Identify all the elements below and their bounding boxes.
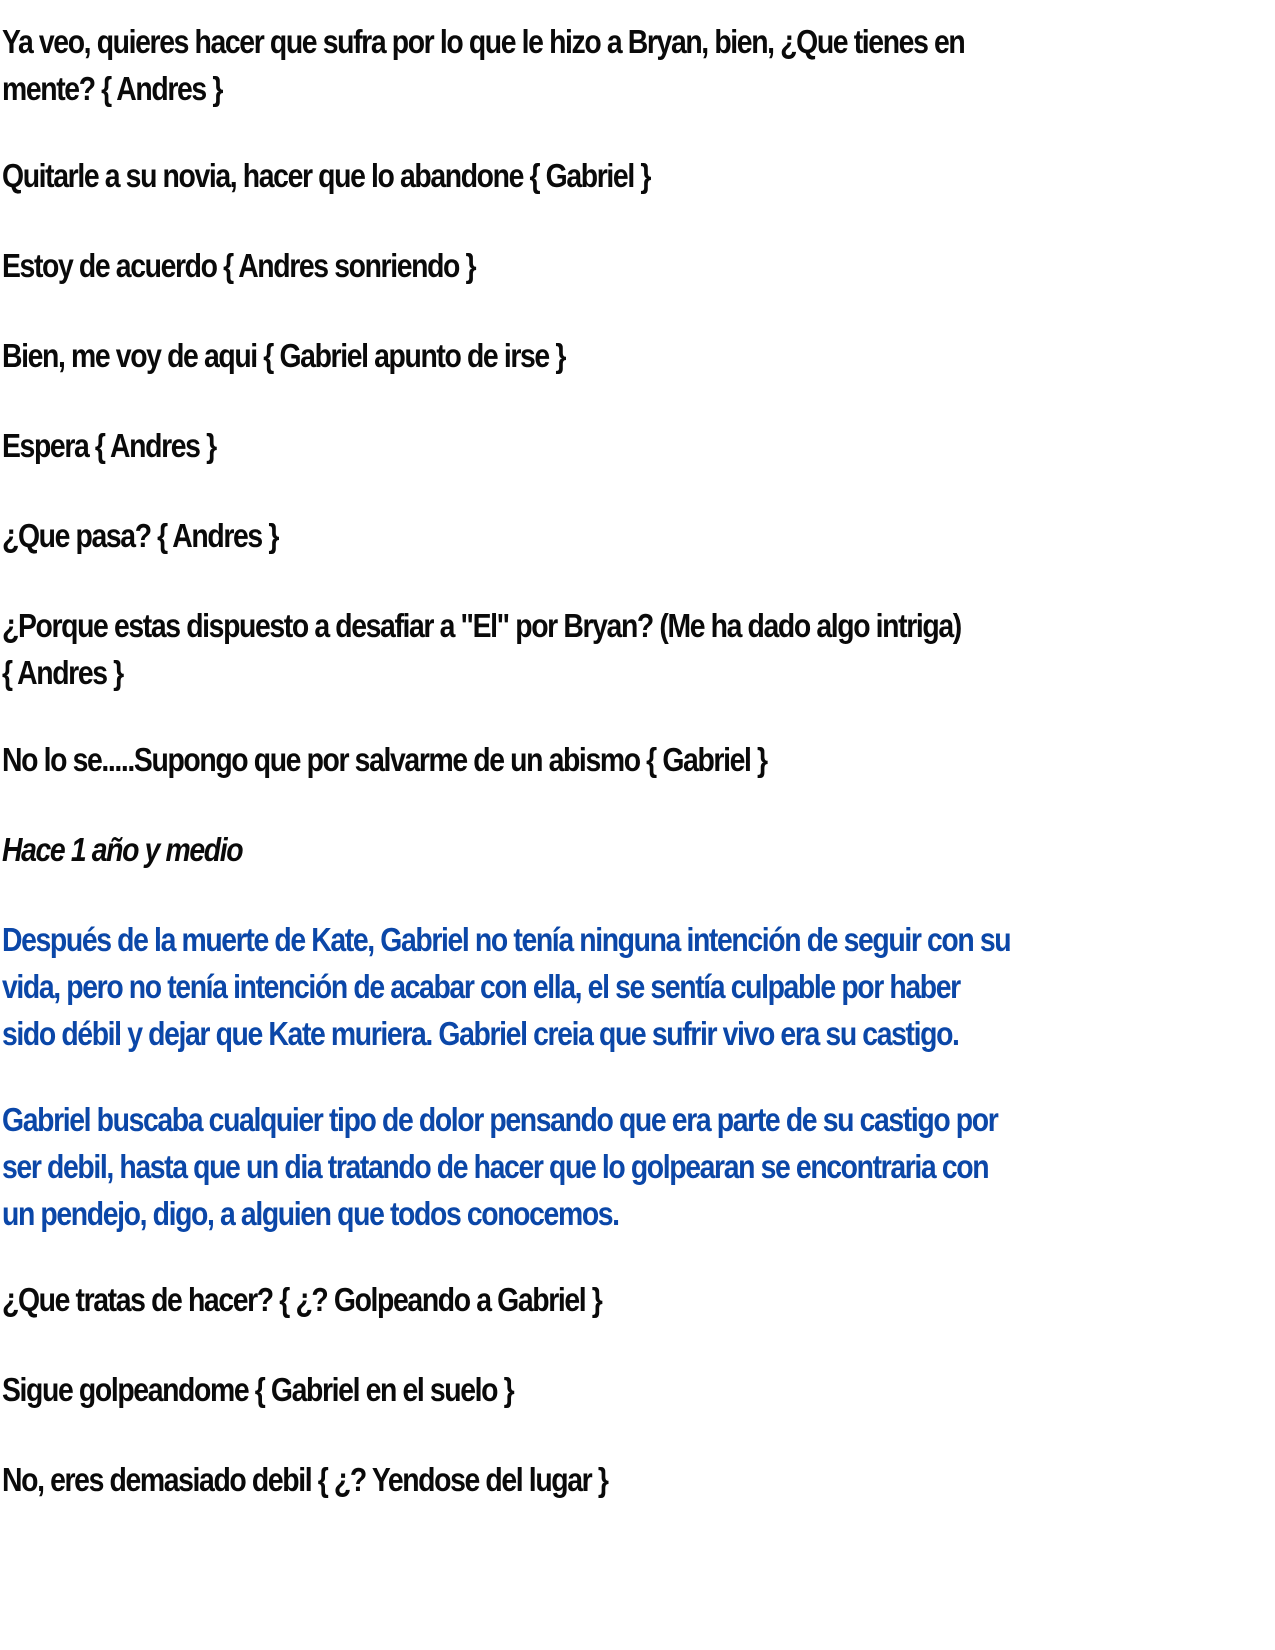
paragraph-gabriel-leaving — [2, 332, 1240, 379]
paragraph-stranger-question — [2, 1276, 1240, 1323]
line: ¿Que pasa? { Andres } — [2, 517, 279, 554]
paragraph-stranger-leaving — [2, 1456, 1240, 1503]
paragraph-gabriel-plan — [2, 152, 1240, 199]
paragraph-andres-question — [2, 602, 1240, 696]
paragraph-andres-agrees — [2, 242, 1240, 289]
line: No, eres demasiado debil { ¿? Yendose del lugar } — [2, 1461, 608, 1498]
line: ser debil, hasta que un dia tratando de hacer que lo golpearan se encontraria con — [2, 1148, 989, 1185]
line: No lo se.....Supongo que por salvarme de un abismo { Gabriel } — [2, 741, 767, 778]
line: ¿Que tratas de hacer? { ¿? Golpeando a Gabriel } — [2, 1281, 602, 1318]
line: Sigue golpeandome { Gabriel en el suelo } — [2, 1371, 514, 1408]
line: vida, pero no tenía intención de acabar con ella, el se sentía culpable por haber — [2, 968, 960, 1005]
line: ¿Porque estas dispuesto a desafiar a "El" por Bryan? (Me ha dado algo intriga) — [2, 607, 961, 644]
paragraph-gabriel-ground — [2, 1366, 1240, 1413]
narration-paragraph-pain — [2, 1096, 1240, 1237]
line: Quitarle a su novia, hacer que lo abandone { Gabriel } — [2, 157, 651, 194]
line: Estoy de acuerdo { Andres sonriendo } — [2, 247, 476, 284]
line: Hace 1 año y medio — [2, 831, 243, 868]
paragraph-gabriel-answer — [2, 736, 1240, 783]
flashback-heading — [2, 826, 1240, 873]
paragraph-andres-wait — [2, 422, 1240, 469]
line: Espera { Andres } — [2, 427, 216, 464]
line: Después de la muerte de Kate, Gabriel no tenía ninguna intención de seguir con su — [2, 921, 1011, 958]
line: sido débil y dejar que Kate muriera. Gabriel creia que sufrir vivo era su castigo. — [2, 1015, 959, 1052]
line: Ya veo, quieres hacer que sufra por lo que le hizo a Bryan, bien, ¿Que tienes en — [2, 23, 965, 60]
line: Gabriel buscaba cualquier tipo de dolor pensando que era parte de su castigo por — [2, 1101, 998, 1138]
line: un pendejo, digo, a alguien que todos conocemos. — [2, 1195, 619, 1232]
paragraph-que-pasa — [2, 512, 1240, 559]
line: { Andres } — [2, 654, 123, 691]
line: Bien, me voy de aqui { Gabriel apunto de irse } — [2, 337, 566, 374]
line: mente? { Andres } — [2, 70, 223, 107]
paragraph-andres-plan — [2, 18, 1240, 112]
narration-paragraph-kate — [2, 916, 1240, 1057]
